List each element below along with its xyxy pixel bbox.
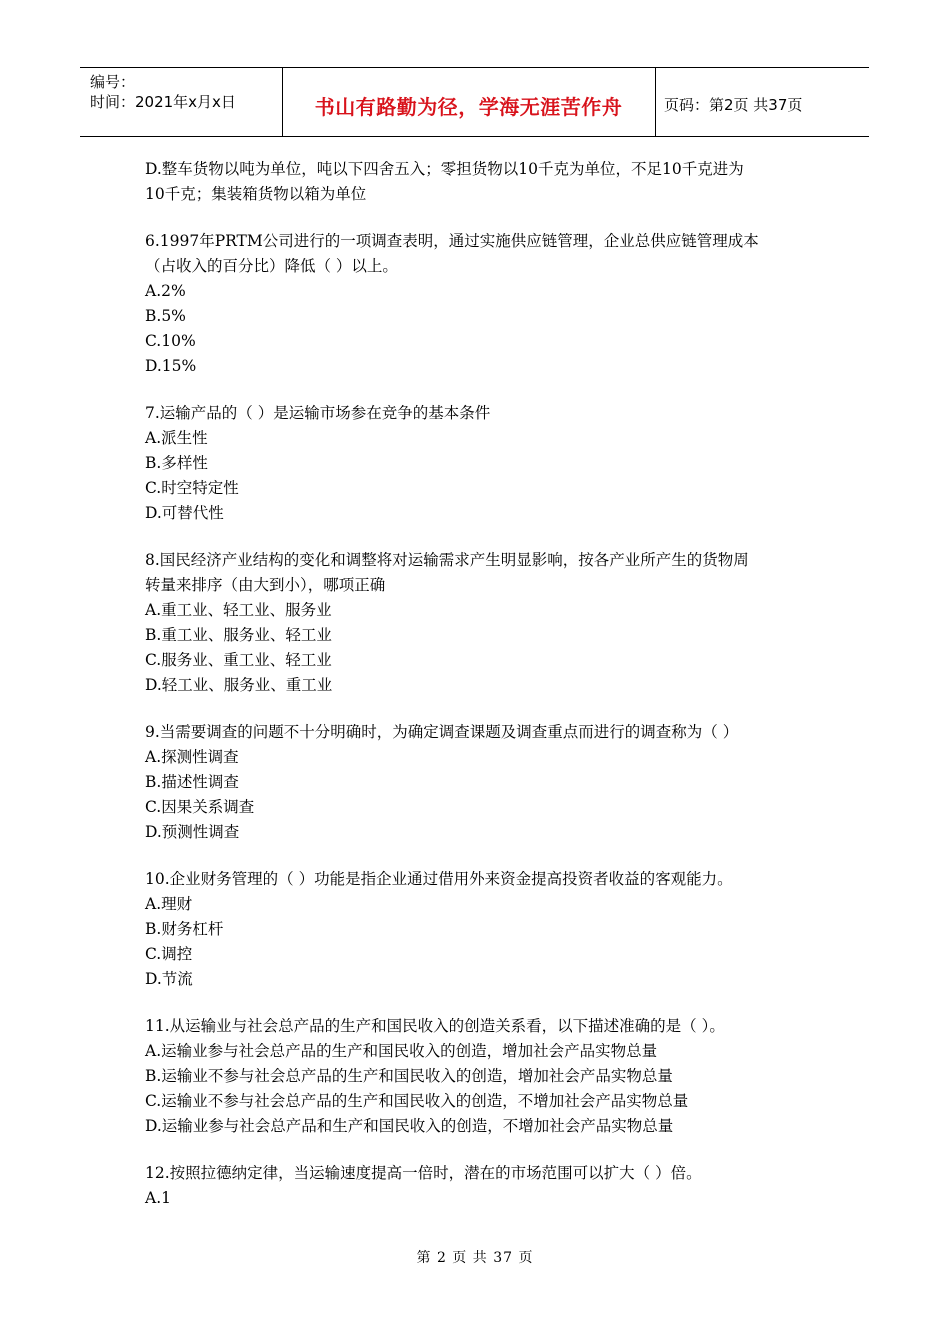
question-list: [145, 157, 825, 1233]
question-line: A.重工业、轻工业、服务业: [145, 601, 332, 619]
time-label: 时间：2021年x月x日: [90, 93, 236, 111]
question-line: D.预测性调查: [145, 823, 240, 841]
question-line: B.5%: [145, 307, 186, 325]
header-info-cell: [80, 68, 283, 136]
question-text: 9.当需要调查的问题不十分明确时，为确定调查课题及调查重点而进行的调查称为（ ）: [145, 723, 739, 741]
question-line: C.调控: [145, 945, 193, 963]
question-line: B.财务杠杆: [145, 920, 224, 938]
question-text: 12.按照拉德纳定律，当运输速度提高一倍时，潜在的市场范围可以扩大（ ）倍。: [145, 1164, 702, 1182]
question-line: D.轻工业、服务业、重工业: [145, 676, 333, 694]
question-text: 10.企业财务管理的（ ）功能是指企业通过借用外来资金提高投资者收益的客观能力。: [145, 870, 733, 888]
motto: 书山有路勤为径，学海无涯苦作舟: [314, 95, 623, 119]
question-block: [145, 157, 825, 207]
question-text: 8.国民经济产业结构的变化和调整将对运输需求产生明显影响，按各产业所产生的货物周: [145, 551, 749, 569]
question-line: D.运输业参与社会总产品和生产和国民收入的创造，不增加社会产品实物总量: [145, 1117, 674, 1135]
question-block: [145, 229, 825, 379]
question-line: A.1: [145, 1189, 171, 1207]
question-line: C.10%: [145, 332, 196, 350]
question-block: [145, 401, 825, 526]
question-line: A.派生性: [145, 429, 208, 447]
question-line: A.理财: [145, 895, 193, 913]
question-block: [145, 1014, 825, 1139]
question-line: B.描述性调查: [145, 773, 239, 791]
question-line: B.运输业不参与社会总产品的生产和国民收入的创造，增加社会产品实物总量: [145, 1067, 673, 1085]
question-line: B.重工业、服务业、轻工业: [145, 626, 332, 644]
question-text: 6.1997年PRTM公司进行的一项调查表明，通过实施供应链管理，企业总供应链管理成本: [145, 232, 759, 250]
question-block: [145, 720, 825, 845]
question-text: 7.运输产品的（ ）是运输市场参在竞争的基本条件: [145, 404, 491, 422]
question-text: D.整车货物以吨为单位，吨以下四舍五入；零担货物以10千克为单位，不足10千克进为: [145, 160, 744, 178]
question-line: C.服务业、重工业、轻工业: [145, 651, 332, 669]
question-line: D.15%: [145, 357, 197, 375]
page-header: [80, 67, 869, 137]
question-line: D.节流: [145, 970, 193, 988]
number-label: 编号：: [90, 73, 136, 91]
header-page-cell: [656, 68, 869, 136]
question-line: 转量来排序（由大到小），哪项正确: [145, 576, 386, 594]
question-line: 10千克；集装箱货物以箱为单位: [145, 185, 367, 203]
question-line: C.因果关系调查: [145, 798, 255, 816]
question-line: （占收入的百分比）降低（ ）以上。: [145, 257, 398, 275]
question-block: [145, 867, 825, 992]
question-block: [145, 548, 825, 698]
question-line: A.运输业参与社会总产品的生产和国民收入的创造，增加社会产品实物总量: [145, 1042, 658, 1060]
question-text: 11.从运输业与社会总产品的生产和国民收入的创造关系看，以下描述准确的是（ ）。: [145, 1017, 725, 1035]
question-line: D.可替代性: [145, 504, 224, 522]
question-line: C.时空特定性: [145, 479, 239, 497]
question-line: A.探测性调查: [145, 748, 239, 766]
question-line: A.2%: [145, 282, 186, 300]
header-motto-cell: [282, 68, 656, 136]
question-block: [145, 1161, 825, 1211]
question-line: B.多样性: [145, 454, 208, 472]
page-footer: 第 2 页 共 37 页: [416, 1250, 534, 1266]
question-line: C.运输业不参与社会总产品的生产和国民收入的创造，不增加社会产品实物总量: [145, 1092, 689, 1110]
page-info: 页码：第2页 共37页: [664, 96, 803, 114]
